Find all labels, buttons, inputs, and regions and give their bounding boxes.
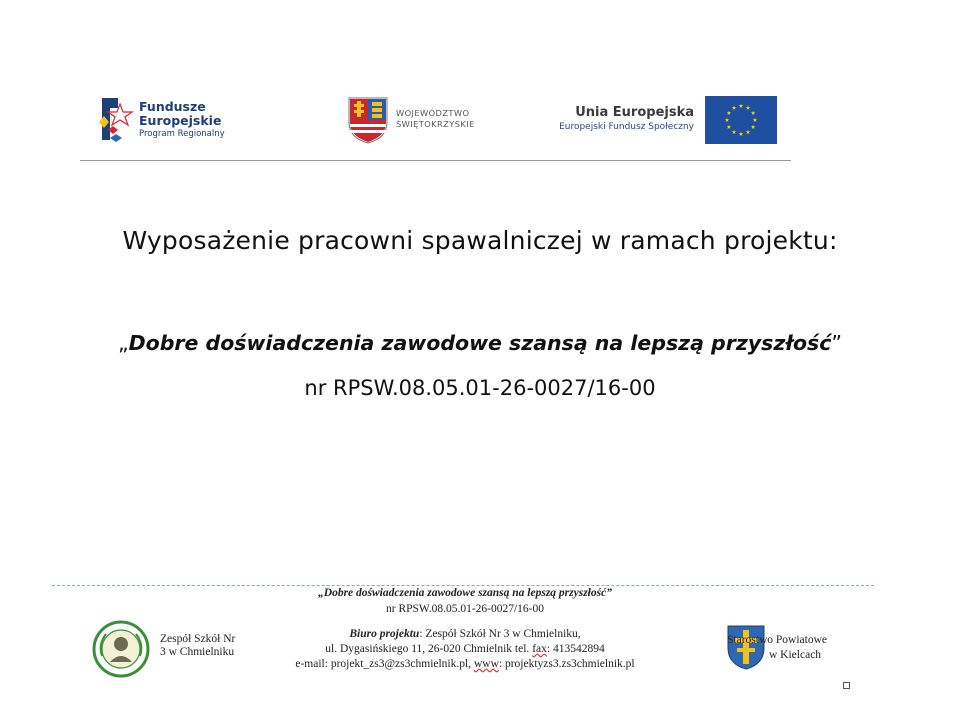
office-fax-number: : 413542894	[546, 643, 605, 655]
fundusze-line1: Fundusze	[139, 99, 206, 114]
fundusze-europejskie-logo	[96, 92, 246, 148]
swietokrzyskie-crest-icon	[347, 96, 389, 144]
fundusze-star-icon	[96, 94, 136, 144]
county-name-line1: Starostwo Powiatowe	[727, 634, 827, 646]
office-www-label: www	[473, 658, 499, 670]
footer-project-title: „Dobre doświadczenia zawodowe szansą na lepszą przyszłość”	[318, 587, 612, 599]
fundusze-line3: Program Regionalny	[139, 129, 225, 139]
office-website: : projektyzs3.zs3chmielnik.pl	[498, 658, 635, 670]
wojewodztwo-line1: WOJEWÓDZTWO	[396, 108, 470, 118]
office-fax-label: fax	[532, 643, 547, 655]
county-name	[727, 633, 827, 663]
fundusze-line2: Europejskie	[139, 113, 222, 128]
office-line-3	[250, 657, 680, 672]
office-label: Biuro projektu	[349, 628, 420, 640]
office-email: e-mail: projekt_zs3@zs3chmielnik.pl,	[295, 658, 474, 670]
school-name	[160, 633, 235, 659]
county-name-line2: w Kielcach	[769, 649, 822, 661]
footer-project-number: nr RPSW.08.05.01-26-0027/16-00	[385, 603, 545, 615]
office-line-2	[250, 642, 680, 657]
eu-flag-icon	[705, 96, 777, 144]
office-line-1	[250, 627, 680, 642]
quote-close: ”	[831, 331, 843, 355]
footer-office-info	[250, 627, 680, 672]
slide-marker-box	[843, 682, 850, 689]
wojewodztwo-swietokrzyskie-logo	[347, 96, 497, 144]
office-address-school: : Zespół Szkół Nr 3 w Chmielniku,	[419, 628, 581, 640]
footer-divider	[52, 585, 874, 586]
project-number: nr RPSW.08.05.01-26-0027/16-00	[304, 376, 656, 400]
project-title-text: Dobre doświadczenia zawodowe szansą na lepszą przyszłość	[128, 331, 832, 355]
unia-europejska-logo	[536, 96, 781, 146]
school-name-line2: 3 w Chmielniku	[160, 646, 235, 658]
school-name-line1: Zespół Szkół Nr	[160, 633, 236, 645]
school-seal-icon	[92, 620, 150, 678]
slide-heading: Wyposażenie pracowni spawalniczej w ramach projektu:	[122, 226, 838, 255]
office-street: ul. Dygasińskiego 11, 26-020 Chmielnik tel.	[325, 643, 530, 655]
quote-open: „	[117, 331, 129, 355]
unia-line1: Unia Europejska	[575, 105, 694, 120]
project-title	[0, 331, 960, 355]
unia-line2: Europejski Fundusz Społeczny	[559, 122, 694, 132]
wojewodztwo-line2: ŚWIĘTOKRZYSKIE	[396, 119, 475, 129]
top-divider	[80, 160, 791, 161]
